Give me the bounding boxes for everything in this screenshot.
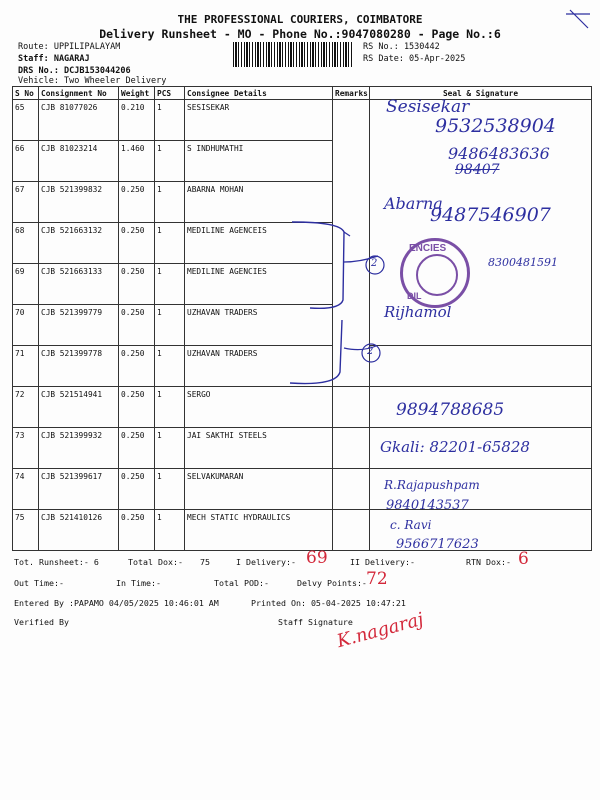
i-delivery-label: I Delivery:-	[236, 557, 296, 567]
pcs: 1	[155, 305, 185, 346]
consignment-no: CJB 521399932	[39, 428, 119, 469]
hw-r67-name: Abarna	[384, 194, 443, 213]
verified-by: Verified By	[14, 617, 69, 627]
staff-signature: K.nagaraj	[334, 608, 426, 653]
consignment-no: CJB 521663132	[39, 223, 119, 264]
pcs: 1	[155, 428, 185, 469]
pcs: 1	[155, 182, 185, 223]
sno: 72	[13, 387, 39, 428]
sno: 70	[13, 305, 39, 346]
hw-r65-name: Sesisekar	[386, 97, 470, 117]
seal-text-bottom: DIL	[407, 291, 422, 301]
delvy-points-label: Delvy Points:-	[297, 578, 367, 588]
hw-r75-phone1: 9840143537	[386, 498, 469, 513]
sno: 68	[13, 223, 39, 264]
in-time: In Time:-	[116, 578, 161, 588]
consignee: UZHAVAN TRADERS	[185, 305, 333, 346]
staff-signature-label: Staff Signature	[278, 617, 353, 627]
consignee: S INDHUMATHI	[185, 141, 333, 182]
weight: 0.250	[119, 182, 155, 223]
total-pod: Total POD:-	[214, 578, 269, 588]
drs-number: DRS No.: DCJB153044206	[18, 66, 131, 76]
hw-r65-phone: 9532538904	[435, 115, 556, 137]
consignment-no: CJB 521410126	[39, 510, 119, 551]
runsheet-subtitle: Delivery Runsheet - MO - Phone No.:9047080280 - Page No.:6	[99, 27, 501, 41]
company-seal	[400, 238, 470, 308]
pcs: 1	[155, 346, 185, 387]
hw-r75-name2: c. Ravi	[390, 518, 432, 532]
hw-r69-phone: 8300481591	[488, 256, 558, 269]
pcs: 1	[155, 264, 185, 305]
total-dox-value: 75	[200, 557, 210, 567]
consignment-no: CJB 81077026	[39, 100, 119, 141]
consignment-no: CJB 521399778	[39, 346, 119, 387]
weight: 0.250	[119, 469, 155, 510]
sno: 66	[13, 141, 39, 182]
weight: 0.250	[119, 305, 155, 346]
consignment-no: CJB 521399617	[39, 469, 119, 510]
sno: 75	[13, 510, 39, 551]
consignment-no: CJB 521663133	[39, 264, 119, 305]
hw-r66-strike: 98407	[455, 162, 500, 178]
weight: 0.250	[119, 428, 155, 469]
col-seal-signature: Seal & Signature	[370, 87, 592, 100]
pcs: 1	[155, 141, 185, 182]
pcs: 1	[155, 223, 185, 264]
rtn-dox-value: 6	[518, 549, 529, 569]
consignee: SESISEKAR	[185, 100, 333, 141]
consignee: MEDILINE AGENCEIS	[185, 223, 333, 264]
delvy-points-value: 72	[366, 569, 388, 589]
out-time: Out Time:-	[14, 578, 64, 588]
hw-r69-mark: 2	[371, 258, 378, 269]
weight: 0.210	[119, 100, 155, 141]
consignment-no: CJB 81023214	[39, 141, 119, 182]
seal-inner-ring	[416, 254, 458, 296]
consignment-no: CJB 521514941	[39, 387, 119, 428]
sno: 69	[13, 264, 39, 305]
col-weight: Weight	[119, 87, 155, 100]
ii-delivery-label: II Delivery:-	[350, 557, 415, 567]
vehicle: Vehicle: Two Wheeler Delivery	[18, 76, 167, 86]
col-pcs: PCS	[155, 87, 185, 100]
company-title: THE PROFESSIONAL COURIERS, COIMBATORE	[177, 13, 423, 26]
total-dox-label: Total Dox:-	[128, 557, 183, 567]
sno: 65	[13, 100, 39, 141]
pcs: 1	[155, 469, 185, 510]
consignee: MECH STATIC HYDRAULICS	[185, 510, 333, 551]
hw-r72-phone: 9894788685	[396, 400, 505, 420]
pcs: 1	[155, 387, 185, 428]
rs-number: RS No.: 1530442	[363, 42, 440, 52]
hw-r70-sign: Rijhamol	[384, 303, 452, 321]
seal-text-top: ENCIES	[409, 243, 447, 254]
consignment-no: CJB 521399779	[39, 305, 119, 346]
consignee: SELVAKUMARAN	[185, 469, 333, 510]
consignee: ABARNA MOHAN	[185, 182, 333, 223]
tot-runsheet: Tot. Runsheet:- 6	[14, 557, 99, 567]
sno: 71	[13, 346, 39, 387]
hw-r71-mark: 2	[367, 346, 374, 357]
hw-r75-name1: R.Rajapushpam	[384, 478, 480, 492]
staff: Staff: NAGARAJ	[18, 54, 90, 64]
printed-on: Printed On: 05-04-2025 10:47:21	[251, 598, 406, 608]
route: Route: UPPILIPALAYAM	[18, 42, 121, 52]
consignee: SERGO	[185, 387, 333, 428]
consignment-no: CJB 521399832	[39, 182, 119, 223]
consignee: UZHAVAN TRADERS	[185, 346, 333, 387]
col-sno: S No	[13, 87, 39, 100]
weight: 0.250	[119, 346, 155, 387]
pcs: 1	[155, 510, 185, 551]
col-remarks: Remarks	[333, 87, 370, 100]
sno: 74	[13, 469, 39, 510]
sno: 73	[13, 428, 39, 469]
weight: 0.250	[119, 223, 155, 264]
col-consignee: Consignee Details	[185, 87, 333, 100]
hw-r66-phone: 9486483636	[448, 144, 550, 163]
entered-by: Entered By :PAPAMO 04/05/2025 10:46:01 AM	[14, 598, 219, 608]
pcs: 1	[155, 100, 185, 141]
hw-r67-phone: 9487546907	[430, 204, 551, 226]
weight: 0.250	[119, 264, 155, 305]
hw-r73-phone: Gkali: 82201-65828	[380, 438, 530, 456]
weight: 0.250	[119, 387, 155, 428]
consignee: MEDILINE AGENCIES	[185, 264, 333, 305]
consignee: JAI SAKTHI STEELS	[185, 428, 333, 469]
weight: 1.460	[119, 141, 155, 182]
rtn-dox-label: RTN Dox:-	[466, 557, 511, 567]
col-consignment: Consignment No	[39, 87, 119, 100]
rs-date: RS Date: 05-Apr-2025	[363, 54, 466, 64]
sno: 67	[13, 182, 39, 223]
i-delivery-value: 69	[306, 548, 328, 568]
weight: 0.250	[119, 510, 155, 551]
hw-r75-phone2: 9566717623	[396, 537, 479, 552]
